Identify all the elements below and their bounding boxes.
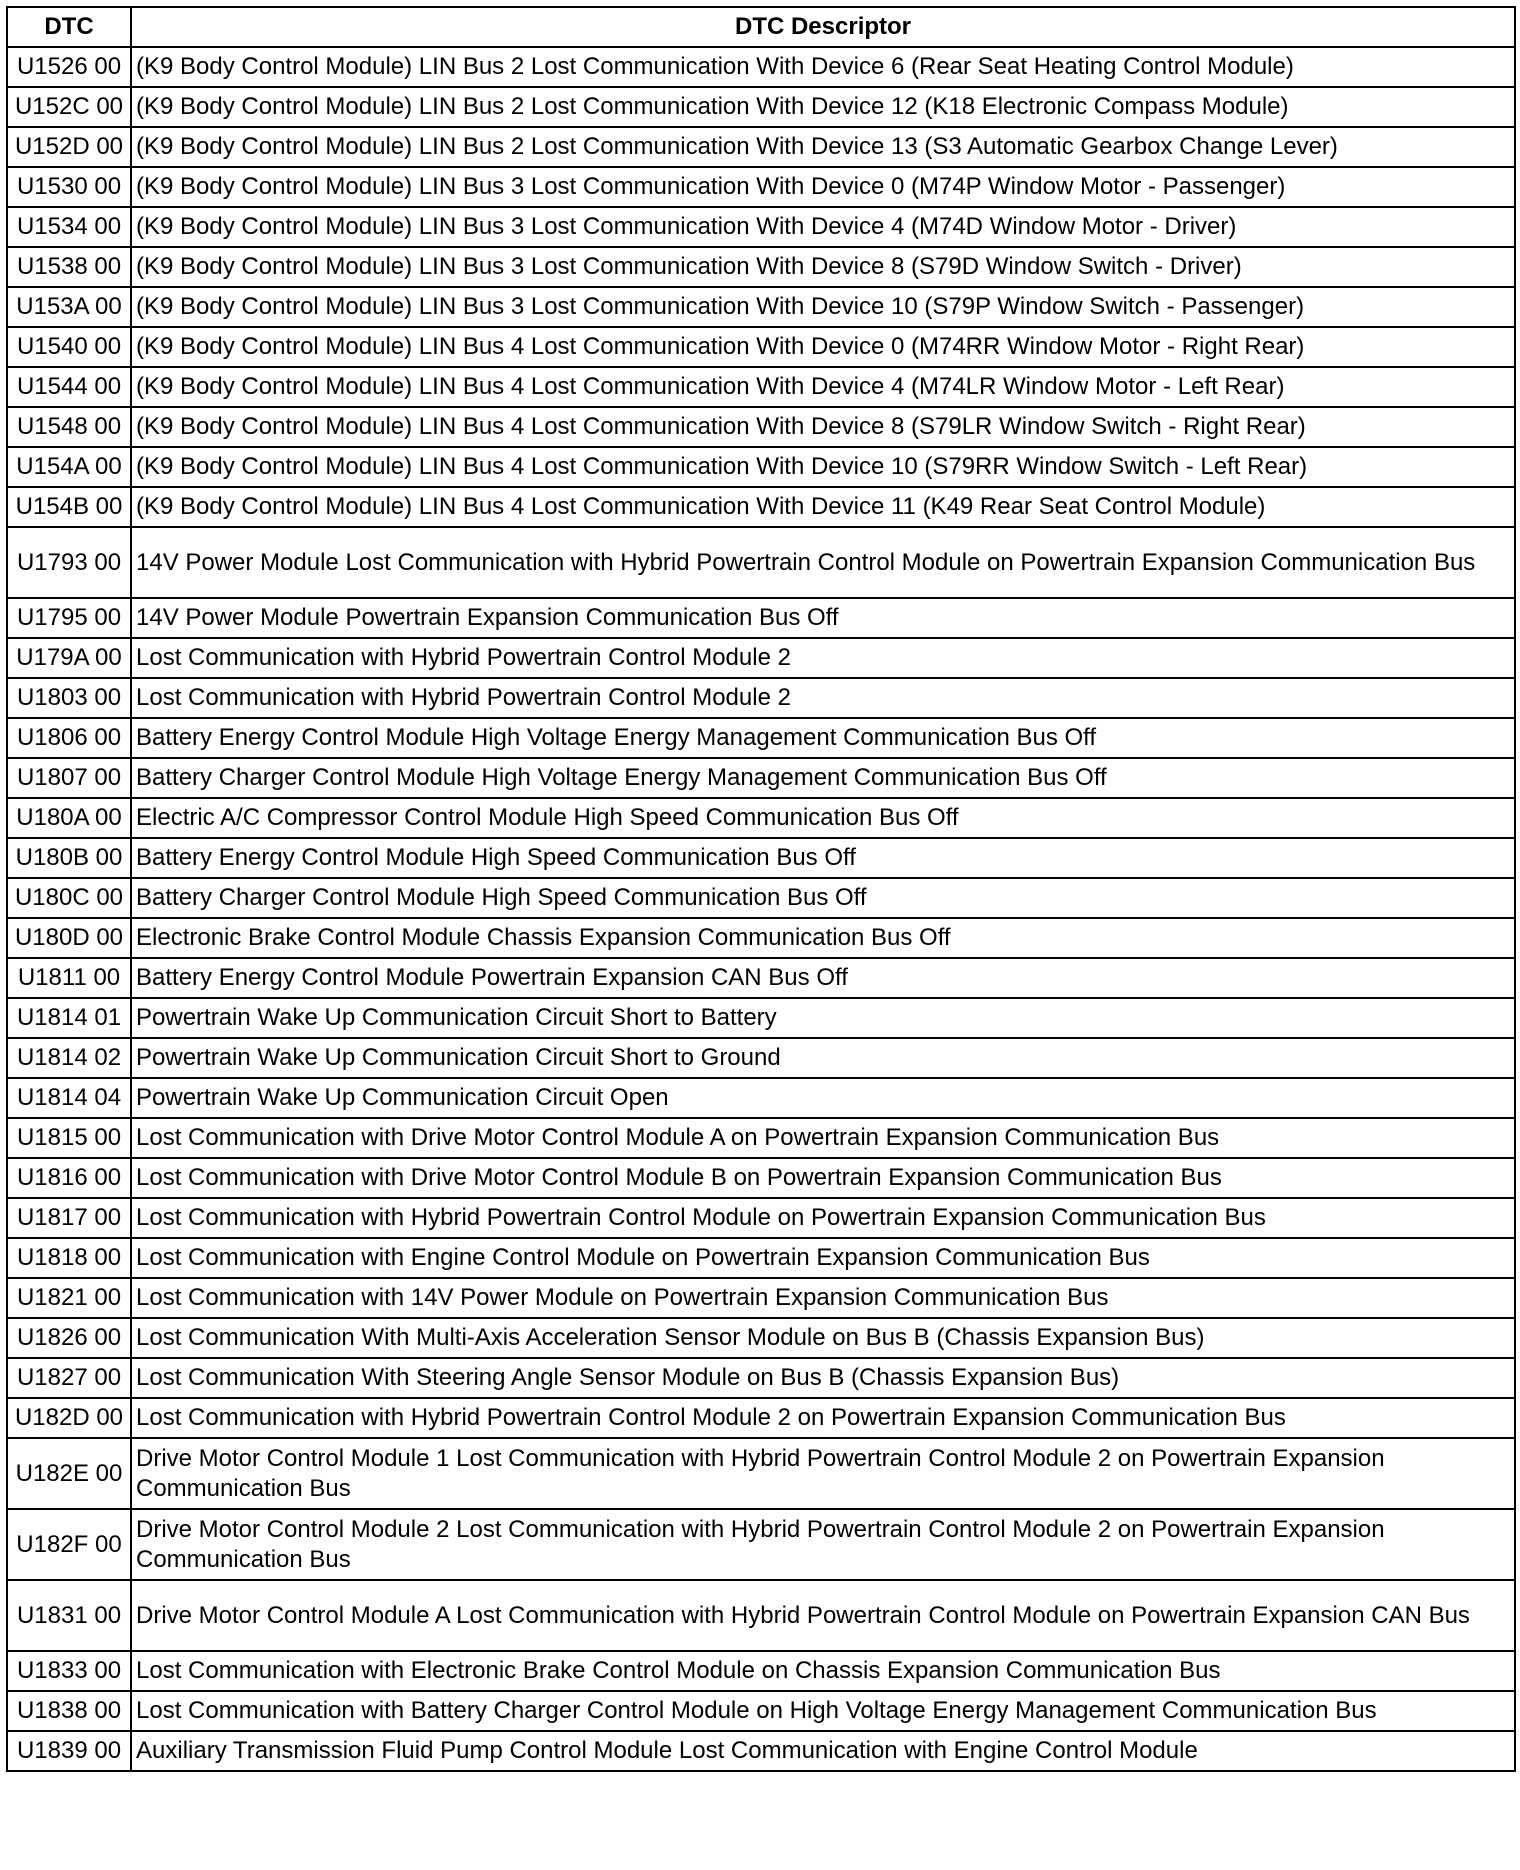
dtc-code-cell: U180A 00 (7, 798, 131, 838)
dtc-code-cell: U1833 00 (7, 1651, 131, 1691)
table-row (7, 638, 1515, 678)
dtc-code-cell: U1821 00 (7, 1278, 131, 1318)
dtc-code-cell: U182F 00 (7, 1509, 131, 1580)
table-row (7, 958, 1515, 998)
dtc-descriptor-cell: Lost Communication with Hybrid Powertrain Control Module 2 (131, 678, 1515, 718)
dtc-descriptor-cell: Lost Communication with Drive Motor Control Module A on Powertrain Expansion Communication Bus (131, 1118, 1515, 1158)
dtc-descriptor-cell: Powertrain Wake Up Communication Circuit Short to Battery (131, 998, 1515, 1038)
table-row (7, 1238, 1515, 1278)
dtc-descriptor-cell: Lost Communication with Battery Charger Control Module on High Voltage Energy Management Communication Bus (131, 1691, 1515, 1731)
dtc-descriptor-cell: Drive Motor Control Module 1 Lost Communication with Hybrid Powertrain Control Module 2 on Powertrain Expansion Communication Bus (131, 1438, 1515, 1509)
table-row (7, 367, 1515, 407)
dtc-descriptor-cell: 14V Power Module Powertrain Expansion Communication Bus Off (131, 598, 1515, 638)
dtc-descriptor-cell: Battery Charger Control Module High Speed Communication Bus Off (131, 878, 1515, 918)
dtc-code-cell: U1814 02 (7, 1038, 131, 1078)
table-row (7, 1078, 1515, 1118)
dtc-code-cell: U182E 00 (7, 1438, 131, 1509)
dtc-descriptor-cell: (K9 Body Control Module) LIN Bus 2 Lost Communication With Device 12 (K18 Electronic Compass Module) (131, 87, 1515, 127)
dtc-code-cell: U1803 00 (7, 678, 131, 718)
table-body (7, 47, 1515, 1771)
dtc-code-cell: U1526 00 (7, 47, 131, 87)
dtc-descriptor-cell: Drive Motor Control Module A Lost Communication with Hybrid Powertrain Control Module on Powertrain Expansion CAN Bus (131, 1580, 1515, 1651)
dtc-code-cell: U1831 00 (7, 1580, 131, 1651)
dtc-descriptor-cell: Drive Motor Control Module 2 Lost Communication with Hybrid Powertrain Control Module 2 on Powertrain Expansion Communication Bus (131, 1509, 1515, 1580)
table-header-row (7, 7, 1515, 47)
dtc-code-cell: U1818 00 (7, 1238, 131, 1278)
table-row (7, 1198, 1515, 1238)
dtc-descriptor-cell: Lost Communication With Multi-Axis Acceleration Sensor Module on Bus B (Chassis Expansion Bus) (131, 1318, 1515, 1358)
table-row (7, 1398, 1515, 1438)
table-row (7, 87, 1515, 127)
dtc-descriptor-cell: Lost Communication with Hybrid Powertrain Control Module 2 on Powertrain Expansion Communication Bus (131, 1398, 1515, 1438)
dtc-code-cell: U1806 00 (7, 718, 131, 758)
column-header-descriptor: DTC Descriptor (131, 7, 1515, 47)
dtc-code-cell: U1530 00 (7, 167, 131, 207)
table-row (7, 1438, 1515, 1509)
table-row (7, 998, 1515, 1038)
dtc-descriptor-cell: (K9 Body Control Module) LIN Bus 4 Lost Communication With Device 10 (S79RR Window Switch - Left Rear) (131, 447, 1515, 487)
dtc-descriptor-cell: (K9 Body Control Module) LIN Bus 4 Lost Communication With Device 11 (K49 Rear Seat Control Module) (131, 487, 1515, 527)
dtc-code-cell: U154A 00 (7, 447, 131, 487)
table-row (7, 207, 1515, 247)
table-row (7, 1509, 1515, 1580)
dtc-code-cell: U1816 00 (7, 1158, 131, 1198)
dtc-code-cell: U152C 00 (7, 87, 131, 127)
dtc-descriptor-cell: Lost Communication with Hybrid Powertrain Control Module on Powertrain Expansion Communication Bus (131, 1198, 1515, 1238)
dtc-code-cell: U1538 00 (7, 247, 131, 287)
dtc-descriptor-cell: Battery Energy Control Module High Voltage Energy Management Communication Bus Off (131, 718, 1515, 758)
dtc-descriptor-cell: (K9 Body Control Module) LIN Bus 4 Lost Communication With Device 0 (M74RR Window Motor - Right Rear) (131, 327, 1515, 367)
dtc-code-cell: U1827 00 (7, 1358, 131, 1398)
table-row (7, 47, 1515, 87)
table-row (7, 287, 1515, 327)
dtc-code-cell: U1814 04 (7, 1078, 131, 1118)
dtc-code-cell: U1811 00 (7, 958, 131, 998)
table-row (7, 447, 1515, 487)
table-row (7, 1731, 1515, 1771)
dtc-descriptor-cell: (K9 Body Control Module) LIN Bus 2 Lost Communication With Device 13 (S3 Automatic Gearbox Change Lever) (131, 127, 1515, 167)
table-row (7, 1318, 1515, 1358)
table-row (7, 327, 1515, 367)
table-row (7, 1118, 1515, 1158)
table-row (7, 407, 1515, 447)
table-row (7, 918, 1515, 958)
table-row (7, 718, 1515, 758)
dtc-descriptor-cell: (K9 Body Control Module) LIN Bus 4 Lost Communication With Device 8 (S79LR Window Switch - Right Rear) (131, 407, 1515, 447)
dtc-code-cell: U152D 00 (7, 127, 131, 167)
dtc-descriptor-cell: (K9 Body Control Module) LIN Bus 4 Lost Communication With Device 4 (M74LR Window Motor - Left Rear) (131, 367, 1515, 407)
table-row (7, 598, 1515, 638)
dtc-code-cell: U180C 00 (7, 878, 131, 918)
dtc-descriptor-cell: Battery Energy Control Module Powertrain Expansion CAN Bus Off (131, 958, 1515, 998)
dtc-descriptor-cell: Lost Communication with Hybrid Powertrain Control Module 2 (131, 638, 1515, 678)
dtc-descriptor-cell: Auxiliary Transmission Fluid Pump Control Module Lost Communication with Engine Control Module (131, 1731, 1515, 1771)
dtc-code-cell: U1838 00 (7, 1691, 131, 1731)
dtc-code-cell: U1534 00 (7, 207, 131, 247)
dtc-code-cell: U1540 00 (7, 327, 131, 367)
dtc-code-cell: U1793 00 (7, 527, 131, 598)
dtc-code-cell: U179A 00 (7, 638, 131, 678)
dtc-code-cell: U1826 00 (7, 1318, 131, 1358)
dtc-descriptor-cell: Battery Energy Control Module High Speed Communication Bus Off (131, 838, 1515, 878)
dtc-descriptor-cell: (K9 Body Control Module) LIN Bus 3 Lost Communication With Device 0 (M74P Window Motor - Passenger) (131, 167, 1515, 207)
dtc-code-cell: U1817 00 (7, 1198, 131, 1238)
table-row (7, 247, 1515, 287)
dtc-descriptor-cell: (K9 Body Control Module) LIN Bus 3 Lost Communication With Device 4 (M74D Window Motor - Driver) (131, 207, 1515, 247)
table-row (7, 527, 1515, 598)
dtc-code-cell: U1807 00 (7, 758, 131, 798)
dtc-descriptor-cell: Battery Charger Control Module High Voltage Energy Management Communication Bus Off (131, 758, 1515, 798)
table-row (7, 487, 1515, 527)
table-row (7, 838, 1515, 878)
dtc-code-cell: U1814 01 (7, 998, 131, 1038)
dtc-descriptor-cell: Electric A/C Compressor Control Module High Speed Communication Bus Off (131, 798, 1515, 838)
dtc-descriptor-cell: Lost Communication with 14V Power Module on Powertrain Expansion Communication Bus (131, 1278, 1515, 1318)
table-row (7, 1691, 1515, 1731)
table-row (7, 878, 1515, 918)
table-row (7, 678, 1515, 718)
dtc-code-cell: U1839 00 (7, 1731, 131, 1771)
dtc-descriptor-cell: Lost Communication with Engine Control Module on Powertrain Expansion Communication Bus (131, 1238, 1515, 1278)
table-row (7, 758, 1515, 798)
dtc-descriptor-cell: Powertrain Wake Up Communication Circuit Open (131, 1078, 1515, 1118)
table-row (7, 1358, 1515, 1398)
dtc-code-cell: U1544 00 (7, 367, 131, 407)
dtc-code-cell: U1795 00 (7, 598, 131, 638)
table-row (7, 1278, 1515, 1318)
table-row (7, 1651, 1515, 1691)
dtc-descriptor-cell: Powertrain Wake Up Communication Circuit Short to Ground (131, 1038, 1515, 1078)
dtc-descriptor-cell: (K9 Body Control Module) LIN Bus 3 Lost Communication With Device 8 (S79D Window Switch - Driver) (131, 247, 1515, 287)
dtc-table (6, 6, 1516, 1772)
table-row (7, 1038, 1515, 1078)
table-row (7, 1580, 1515, 1651)
dtc-descriptor-cell: Lost Communication With Steering Angle Sensor Module on Bus B (Chassis Expansion Bus) (131, 1358, 1515, 1398)
table-row (7, 798, 1515, 838)
dtc-code-cell: U180B 00 (7, 838, 131, 878)
dtc-code-cell: U182D 00 (7, 1398, 131, 1438)
dtc-code-cell: U1548 00 (7, 407, 131, 447)
table-row (7, 167, 1515, 207)
dtc-descriptor-cell: (K9 Body Control Module) LIN Bus 3 Lost Communication With Device 10 (S79P Window Switch - Passenger) (131, 287, 1515, 327)
table-row (7, 127, 1515, 167)
dtc-code-cell: U180D 00 (7, 918, 131, 958)
dtc-descriptor-cell: Lost Communication with Electronic Brake Control Module on Chassis Expansion Communication Bus (131, 1651, 1515, 1691)
dtc-descriptor-cell: (K9 Body Control Module) LIN Bus 2 Lost Communication With Device 6 (Rear Seat Heating Control Module) (131, 47, 1515, 87)
dtc-code-cell: U154B 00 (7, 487, 131, 527)
dtc-descriptor-cell: Electronic Brake Control Module Chassis Expansion Communication Bus Off (131, 918, 1515, 958)
dtc-code-cell: U153A 00 (7, 287, 131, 327)
column-header-dtc: DTC (7, 7, 131, 47)
dtc-descriptor-cell: 14V Power Module Lost Communication with Hybrid Powertrain Control Module on Powertrain Expansion Communication Bus (131, 527, 1515, 598)
dtc-descriptor-cell: Lost Communication with Drive Motor Control Module B on Powertrain Expansion Communication Bus (131, 1158, 1515, 1198)
table-row (7, 1158, 1515, 1198)
dtc-code-cell: U1815 00 (7, 1118, 131, 1158)
